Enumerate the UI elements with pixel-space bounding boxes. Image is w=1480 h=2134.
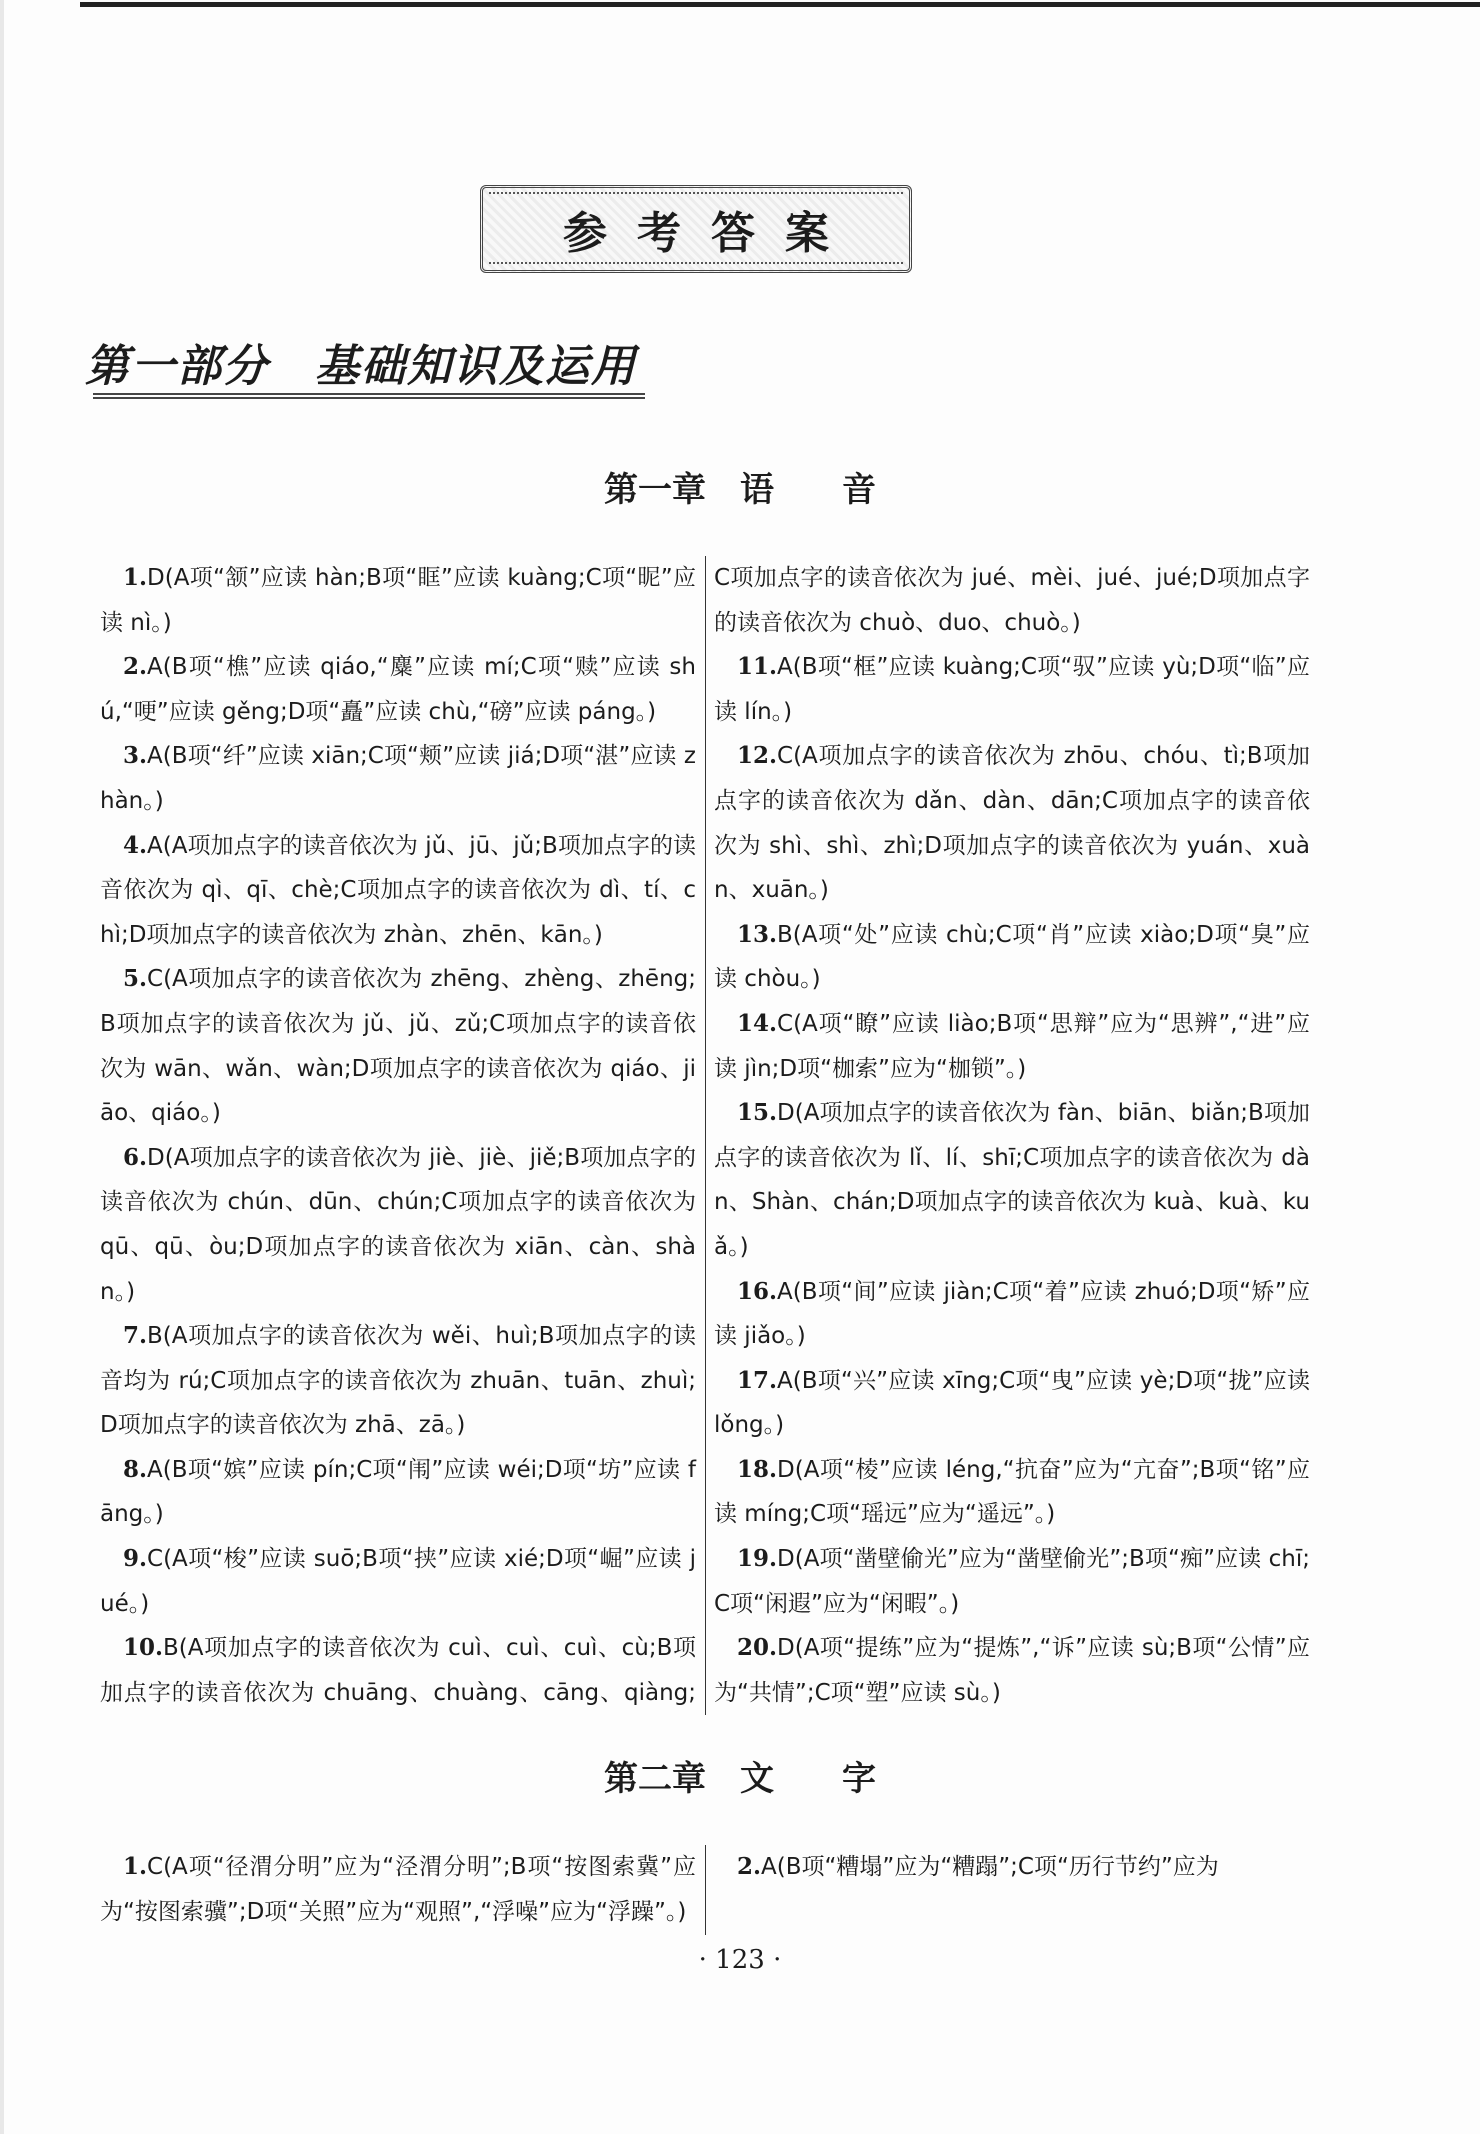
answer-number: 1. — [123, 564, 148, 591]
answer-text: A(B项“兴”应读 xīng;C项“曳”应读 yè;D项“拢”应读 lǒng。) — [714, 1367, 1310, 1439]
answer-item — [100, 957, 696, 1135]
answer-text: A(B项“嫔”应读 pín;C项“闱”应读 wéi;D项“坊”应读 fāng。) — [100, 1456, 696, 1528]
answer-text: A(B项“框”应读 kuàng;C项“驭”应读 yù;D项“临”应读 lín。) — [714, 654, 1310, 725]
answer-item — [100, 1314, 696, 1448]
answer-number: 2. — [123, 653, 148, 681]
answer-text: A(B项“间”应读 jiàn;C项“着”应读 zhuó;D项“矫”应读 jiǎo。) — [714, 1278, 1310, 1350]
answer-number: 10. — [123, 1634, 164, 1662]
answer-text: C(A项“梭”应读 suō;B项“挟”应读 xié;D项“崛”应读 jué。) — [100, 1546, 696, 1617]
answer-item — [714, 1002, 1310, 1091]
answer-key-title: 参考答案 — [563, 208, 859, 259]
answer-number: 8. — [123, 1455, 148, 1483]
chapter-1-heading: 第一章 语 音 — [604, 470, 876, 510]
answer-number: 4. — [123, 831, 148, 859]
answer-text: C(A项加点字的读音依次为 zhōu、chóu、tì;B项加点字的读音依次为 dǎn、dàn、dān;C项加点字的读音依次为 shì、shì、zhì;D项加点字的读音依次为 yuán、xuàn、xuān。) — [714, 743, 1310, 904]
answer-item — [714, 1626, 1310, 1715]
answer-text: D(A项加点字的读音依次为 fàn、biān、biǎn;B项加点字的读音依次为 lǐ、lí、shī;C项加点字的读音依次为 dàn、Shàn、chán;D项加点字的读音依次为 kuà、kuà、kuǎ。) — [714, 1100, 1310, 1260]
answer-item — [714, 1537, 1310, 1626]
answer-text: A(A项加点字的读音依次为 jǔ、jū、jǔ;B项加点字的读音依次为 qì、qī、chè;C项加点字的读音依次为 dì、tí、chì;D项加点字的读音依次为 zhàn、zhēn、kān。) — [100, 832, 696, 948]
part-heading: 第一部分 基础知识及运用 — [85, 341, 637, 392]
answer-number: 16. — [737, 1277, 778, 1305]
answer-number: 12. — [737, 742, 778, 770]
answer-number: 14. — [737, 1009, 778, 1037]
answer-item — [714, 1359, 1310, 1448]
answer-number: 20. — [737, 1634, 778, 1662]
answer-number: 11. — [737, 653, 778, 681]
chapter-1-answers — [100, 556, 1310, 1715]
answer-number: 6. — [123, 1143, 148, 1171]
answer-item — [714, 734, 1310, 912]
answer-item — [100, 645, 696, 734]
answer-item — [100, 1537, 696, 1626]
answer-text: A(B项“糟塌”应为“糟蹋”;C项“历行节约”应为 — [761, 1854, 1219, 1881]
answer-text: B(A项“处”应读 chù;C项“肖”应读 xiào;D项“臭”应读 chòu。) — [714, 921, 1310, 993]
answer-number: 7. — [123, 1322, 148, 1350]
answer-item — [714, 645, 1310, 734]
answer-number: 5. — [123, 965, 148, 993]
answer-text: D(A项“提练”应为“提炼”,“诉”应读 sù;B项“公情”应为“共情”;C项“塑”应读 sù。) — [714, 1635, 1310, 1706]
answer-text: A(B项“樵”应读 qiáo,“麋”应读 mí;C项“赎”应读 shú,“哽”应读 gěng;D项“矗”应读 chù,“磅”应读 páng。) — [100, 654, 696, 725]
answer-item — [714, 1091, 1310, 1269]
page-top-border — [80, 2, 1480, 7]
answer-number: 18. — [737, 1455, 778, 1483]
answer-item — [100, 1448, 696, 1537]
chapter-2-answers — [100, 1845, 1310, 1934]
answer-text: D(A项加点字的读音依次为 jiè、jiè、jiě;B项加点字的读音依次为 chún、dūn、chún;C项加点字的读音依次为 qū、qū、òu;D项加点字的读音依次为 xiān、càn、shàn。) — [100, 1144, 696, 1305]
answer-item — [714, 1448, 1310, 1537]
answer-number: 13. — [737, 920, 778, 948]
answer-item — [100, 1845, 696, 1934]
answer-text: C(A项加点字的读音依次为 zhēng、zhèng、zhēng;B项加点字的读音依次为 jǔ、jǔ、zǔ;C项加点字的读音依次为 wān、wǎn、wàn;D项加点字的读音依次为 qiáo、jiāo、qiáo。) — [100, 966, 696, 1127]
answer-number: 19. — [737, 1545, 778, 1573]
answer-text: C(A项“瞭”应读 liào;B项“思辩”应为“思辨”,“进”应读 jìn;D项“枷索”应为“枷锁”。) — [714, 1010, 1310, 1082]
answer-number: 9. — [123, 1545, 148, 1573]
answer-number: 2. — [737, 1853, 762, 1881]
answer-text: B(A项加点字的读音依次为 wěi、huì;B项加点字的读音均为 rú;C项加点字的读音依次为 zhuān、tuān、zhuì;D项加点字的读音依次为 zhā、zā。) — [100, 1323, 696, 1439]
answer-number: 1. — [123, 1853, 148, 1881]
answer-text: A(B项“纤”应读 xiān;C项“颊”应读 jiá;D项“湛”应读 zhàn。) — [100, 743, 696, 814]
answer-item — [100, 734, 696, 823]
answer-number: 3. — [123, 742, 148, 770]
answer-number: 17. — [737, 1366, 778, 1394]
answer-item — [100, 1136, 696, 1314]
answer-item — [714, 1270, 1310, 1359]
page-number: · 123 · — [698, 1944, 782, 1975]
answer-text: B(A项加点字的读音依次为 cuì、cuì、cuì、cù;B项加点字的读音依次为 chuāng、chuàng、cāng、qiàng;C项加点字的读音依次为 jué、mèi、jué、jué;D项加点字的读音依次为 chuò、duo、chuò。) — [100, 565, 1310, 1706]
answer-text: D(A项“凿壁偷光”应为“凿壁偷光”;B项“痴”应读 chī;C项“闲遐”应为“闲暇”。) — [714, 1546, 1310, 1617]
chapter-2-heading: 第二章 文 字 — [604, 1759, 876, 1800]
answer-item — [100, 824, 696, 958]
answer-key-title-banner — [480, 185, 912, 273]
part-heading-underline — [93, 393, 645, 399]
answer-text: D(A项“颔”应读 hàn;B项“眶”应读 kuàng;C项“昵”应读 nì。) — [100, 565, 696, 636]
answer-item — [714, 1845, 1310, 1890]
answer-item — [100, 556, 696, 645]
page-body — [0, 462, 1480, 1975]
answer-text: C(A项“径渭分明”应为“泾渭分明”;B项“按图索冀”应为“按图索骥”;D项“关照”应为“观照”,“浮噪”应为“浮躁”。) — [100, 1854, 696, 1926]
answer-text: D(A项“棱”应读 léng,“抗奋”应为“亢奋”;B项“铭”应读 míng;C项“瑶远”应为“遥远”。) — [714, 1456, 1310, 1528]
answer-item — [714, 913, 1310, 1002]
answer-number: 15. — [737, 1099, 778, 1127]
